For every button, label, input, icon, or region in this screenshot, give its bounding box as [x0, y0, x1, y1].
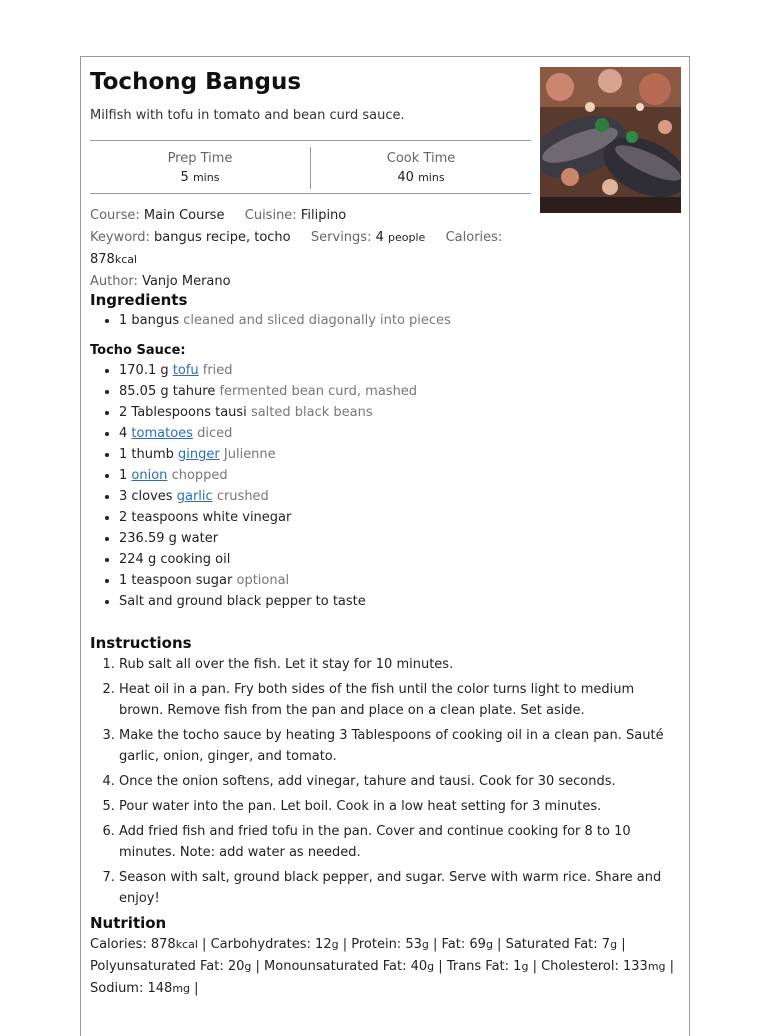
nutrition-label: Fat:	[441, 937, 466, 952]
ingredient-note: Julienne	[223, 447, 276, 462]
nutrition-item	[90, 937, 198, 952]
ingredient-amount: 1 bangus	[119, 313, 180, 328]
nutrition-unit: g	[610, 938, 618, 951]
nutrition-label: Polyunsaturated Fat:	[90, 959, 224, 974]
nutrition-item	[447, 959, 529, 974]
ingredient-amount: 2 Tablespoons tausi	[119, 405, 247, 420]
cuisine-value: Filipino	[300, 208, 347, 223]
ingredient-note: fermented bean curd, mashed	[219, 384, 418, 399]
ingredient-item	[119, 402, 619, 423]
ingredient-note: fried	[202, 363, 233, 378]
nutrition-value: 53	[405, 937, 422, 952]
nutrition-value: 69	[469, 937, 486, 952]
nutrition-label: Monounsaturated Fat:	[264, 959, 407, 974]
cuisine-label: Cuisine:	[244, 208, 297, 223]
nutrition-label: Trans Fat:	[446, 959, 510, 974]
recipe-title: Tochong Bangus	[90, 69, 302, 95]
tocho-sauce-heading: Tocho Sauce:	[90, 343, 186, 358]
calories-unit: kcal	[114, 253, 138, 266]
ingredient-note: chopped	[171, 468, 228, 483]
ingredient-link-tomatoes[interactable]: tomatoes	[131, 426, 193, 441]
ingredient-amount: 1 thumb	[119, 447, 174, 462]
ingredient-amount: 236.59 g water	[119, 531, 219, 546]
nutrition-value: 133	[623, 959, 648, 974]
cook-time-label: Cook Time	[386, 151, 456, 166]
instructions-list	[90, 654, 664, 913]
nutrition-item	[541, 959, 665, 974]
ingredient-item	[119, 465, 619, 486]
ingredient-amount: 4	[119, 426, 128, 441]
ingredient-item	[119, 310, 619, 331]
ingredient-item	[119, 591, 619, 612]
nutrition-value: 12	[315, 937, 332, 952]
ingredient-amount: 1	[119, 468, 128, 483]
prep-time	[90, 141, 310, 193]
recipe-summary: Milfish with tofu in tomato and bean curd sauce.	[90, 108, 405, 123]
ingredient-item	[119, 570, 619, 591]
ingredient-note: cleaned and sliced diagonally into pieces	[183, 313, 451, 328]
ingredient-note: optional	[236, 573, 290, 588]
nutrition-label: Carbohydrates:	[210, 937, 311, 952]
nutrition-label: Protein:	[351, 937, 402, 952]
nutrition-unit: g	[485, 938, 493, 951]
ingredient-amount: 3 cloves	[119, 489, 173, 504]
cook-time-unit: mins	[418, 171, 445, 184]
instruction-step: 3. Make the tocho sauce by heating 3 Tablespoons of cooking oil in a clean pan. Sauté garlic, onion, ginger, and tomato.	[119, 725, 664, 767]
recipe-card	[80, 56, 690, 1036]
course-value: Main Course	[143, 208, 225, 223]
instruction-step: 5. Pour water into the pan. Let boil. Cook in a low heat setting for 3 minutes.	[119, 796, 664, 817]
nutrition-facts: Calories: 878kcal | Carbohydrates: 12g | Protein: 53g | Fat: 69g | Saturated Fat: 7g | Polyunsaturated Fat: 20g | Monounsaturated Fat: 40g | Trans Fat: 1g | Cholesterol: 133mg | Sodium: 148mg |	[90, 937, 675, 996]
prep-time-label: Prep Time	[167, 151, 233, 166]
instruction-step: 2. Heat oil in a pan. Fry both sides of the fish until the color turns light to medium brown. Remove fish from the pan and place on a clean plate. Set aside.	[119, 679, 664, 721]
ingredient-amount: 85.05 g tahure	[119, 384, 216, 399]
calories-value: 878	[90, 252, 115, 267]
nutrition-value: 148	[147, 981, 173, 996]
time-box	[90, 140, 531, 194]
nutrition-value: 7	[601, 937, 611, 952]
servings-unit: people	[388, 231, 426, 244]
nutrition-unit: mg	[647, 960, 666, 973]
nutrition-unit: g	[421, 938, 429, 951]
instructions-heading: Instructions	[90, 634, 192, 652]
ingredients-main-list	[90, 310, 619, 331]
nutrition-item	[264, 959, 434, 974]
servings-value: 4	[375, 230, 384, 245]
course-label: Course:	[90, 208, 140, 223]
ingredient-note: salted black beans	[250, 405, 373, 420]
ingredient-amount: Salt and ground black pepper to taste	[119, 594, 366, 609]
calories-label: Calories:	[445, 230, 503, 245]
prep-time-value: 5	[180, 170, 189, 185]
servings-label: Servings:	[310, 230, 372, 245]
ingredient-amount: 1 teaspoon sugar	[119, 573, 233, 588]
nutrition-label: Sodium:	[90, 981, 144, 996]
ingredient-link-garlic[interactable]: garlic	[176, 489, 213, 504]
nutrition-item	[506, 937, 617, 952]
nutrition-value: 20	[227, 959, 245, 974]
author-label: Author:	[90, 274, 138, 289]
recipe-photo	[540, 67, 681, 213]
nutrition-unit: g	[521, 960, 529, 973]
cook-time	[310, 147, 531, 189]
ingredient-amount: 2 teaspoons white vinegar	[119, 510, 292, 525]
ingredient-item	[119, 444, 619, 465]
instruction-step: 7. Season with salt, ground black pepper, and sugar. Serve with warm rice. Share and enjoy!	[119, 867, 664, 909]
instruction-step: 6. Add fried fish and fried tofu in the pan. Cover and continue cooking for 8 to 10 minutes. Note: add water as needed.	[119, 821, 664, 863]
nutrition-heading: Nutrition	[90, 914, 167, 932]
keyword-value: bangus recipe, tocho	[154, 230, 291, 245]
nutrition-label: Saturated Fat:	[505, 937, 598, 952]
nutrition-unit: kcal	[175, 938, 198, 951]
recipe-meta	[90, 205, 535, 293]
instruction-step: 4. Once the onion softens, add vinegar, tahure and tausi. Cook for 30 seconds.	[119, 771, 664, 792]
prep-time-unit: mins	[192, 171, 220, 184]
ingredient-item	[119, 528, 619, 549]
ingredient-link-onion[interactable]: onion	[131, 468, 168, 483]
ingredient-note: diced	[197, 426, 233, 441]
ingredient-note: crushed	[216, 489, 269, 504]
author-value: Vanjo Merano	[142, 274, 231, 289]
instruction-step: 1. Rub salt all over the fish. Let it stay for 10 minutes.	[119, 654, 664, 675]
ingredient-item	[119, 423, 619, 444]
nutrition-item	[211, 937, 339, 952]
tocho-sauce-list	[90, 360, 619, 612]
ingredient-item	[119, 360, 619, 381]
nutrition-item	[90, 959, 251, 974]
keyword-label: Keyword:	[90, 230, 150, 245]
ingredient-item	[119, 507, 619, 528]
cook-time-value: 40	[397, 170, 414, 185]
nutrition-value: 878	[150, 937, 176, 952]
nutrition-unit: mg	[172, 982, 191, 995]
ingredient-link-ginger[interactable]: ginger	[178, 447, 220, 462]
nutrition-label: Cholesterol:	[541, 959, 619, 974]
nutrition-unit: g	[427, 960, 435, 973]
ingredient-item	[119, 549, 619, 570]
ingredient-amount: 224 g cooking oil	[119, 552, 231, 567]
nutrition-label: Calories:	[90, 937, 147, 952]
nutrition-item	[90, 981, 190, 996]
nutrition-value: 40	[410, 959, 428, 974]
nutrition-unit: g	[331, 938, 339, 951]
nutrition-item	[351, 937, 429, 952]
ingredients-heading: Ingredients	[90, 291, 188, 309]
ingredient-item	[119, 381, 619, 402]
nutrition-unit: g	[244, 960, 252, 973]
nutrition-item	[442, 937, 493, 952]
ingredient-item	[119, 486, 619, 507]
ingredient-link-tofu[interactable]: tofu	[172, 363, 199, 378]
nutrition-value: 1	[513, 959, 522, 974]
ingredient-amount: 170.1 g	[119, 363, 169, 378]
